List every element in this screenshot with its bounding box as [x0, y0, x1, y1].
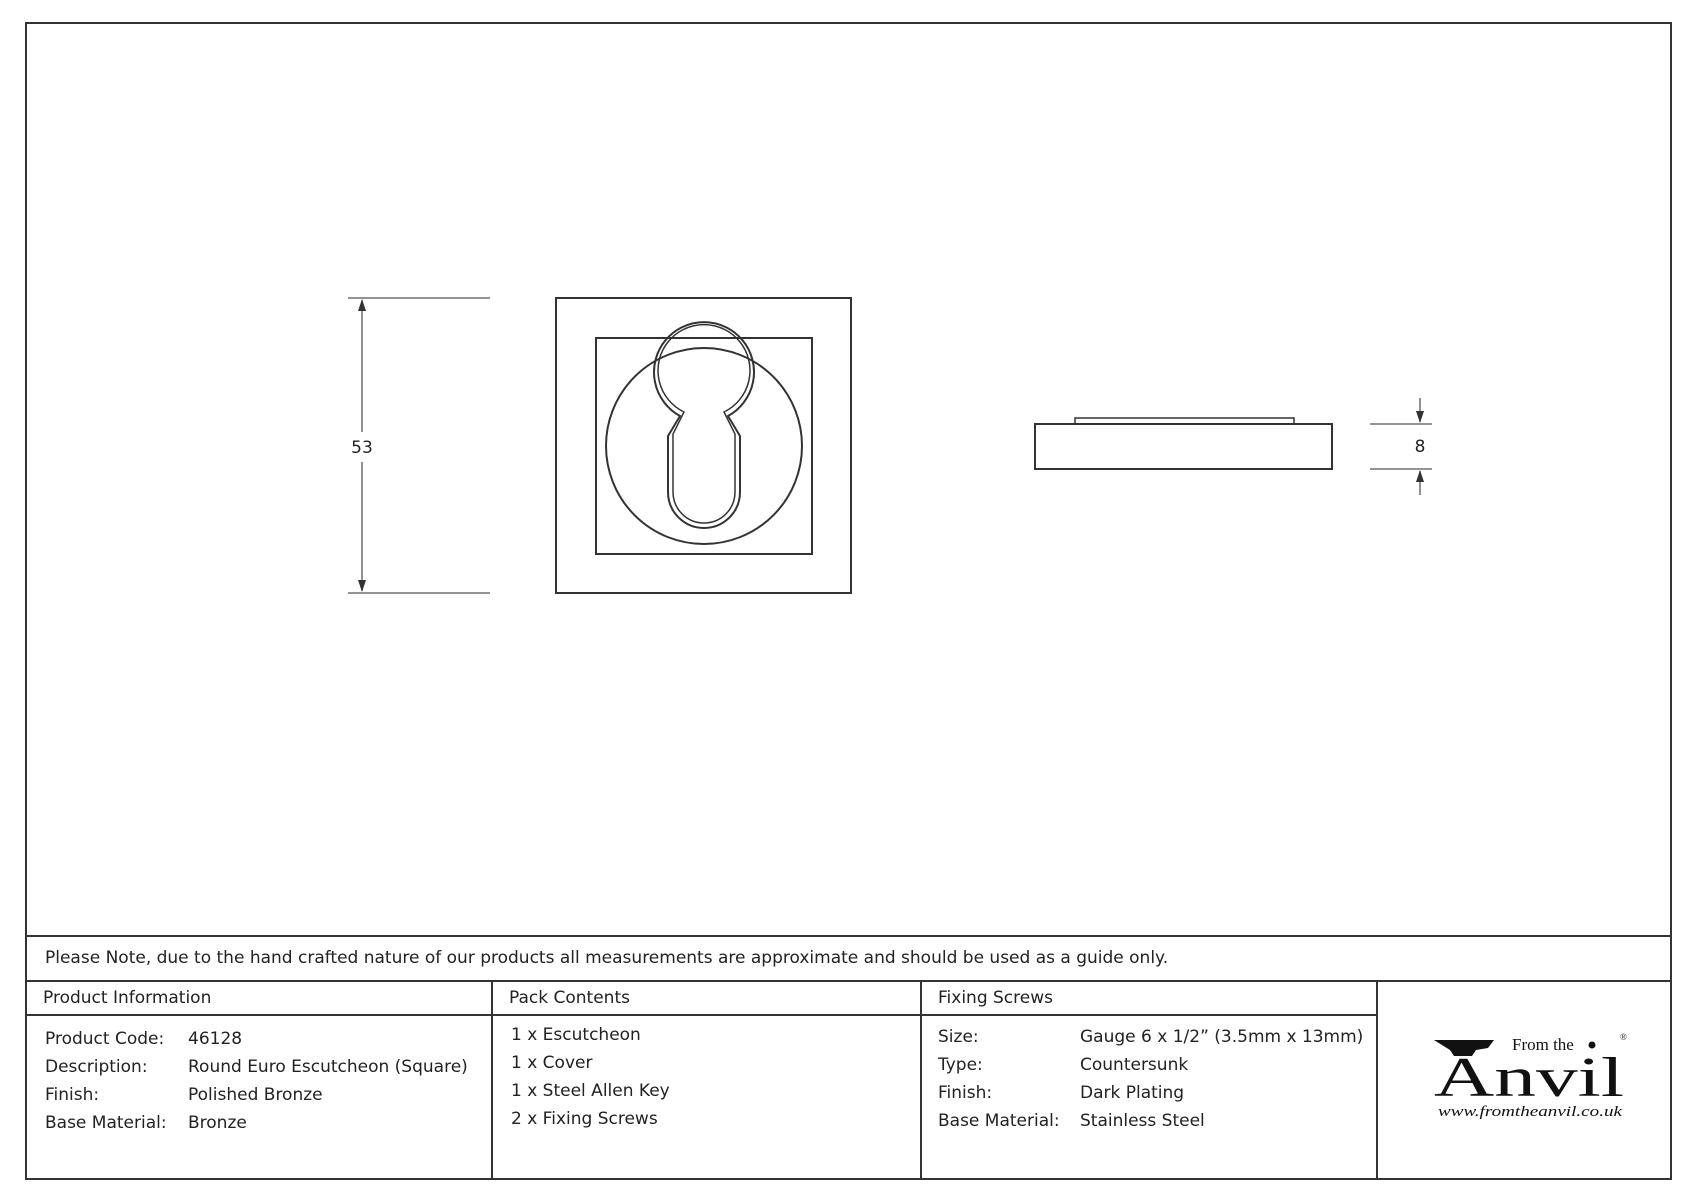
height-dimension-label: 53: [351, 438, 373, 458]
base-material-value: Bronze: [188, 1113, 247, 1133]
description-label: Description:: [45, 1057, 148, 1077]
product-information-section: [25, 982, 492, 1180]
side-view-plate: [1035, 424, 1332, 469]
product-information-title: Product Information: [43, 988, 212, 1008]
note-row: [25, 935, 1672, 982]
pack-contents-title: Pack Contents: [509, 988, 630, 1008]
screw-size-value: Gauge 6 x 1/2” (3.5mm x 13mm): [1080, 1027, 1364, 1047]
screw-finish-label: Finish:: [938, 1083, 993, 1103]
screw-material-label: Base Material:: [938, 1111, 1060, 1131]
logo-url: www.fromtheanvil.co.uk: [1438, 1104, 1623, 1120]
pack-item: 1 x Steel Allen Key: [511, 1081, 670, 1101]
screw-material-value: Stainless Steel: [1080, 1111, 1205, 1131]
screw-type-label: Type:: [938, 1055, 983, 1075]
product-information-header: [25, 982, 492, 1016]
thickness-arrow-top: [1416, 411, 1424, 423]
description-value: Round Euro Escutcheon (Square): [188, 1057, 468, 1077]
fixing-screws-header: [920, 982, 1378, 1016]
pack-item: 2 x Fixing Screws: [511, 1109, 658, 1129]
height-arrow-bottom: [358, 580, 366, 592]
pack-contents-section: [491, 982, 922, 1180]
pack-item: 1 x Cover: [511, 1053, 593, 1073]
euro-keyhole-outline: [654, 322, 754, 528]
fixing-screws-title: Fixing Screws: [938, 988, 1053, 1008]
front-inner-square: [596, 338, 812, 554]
height-arrow-top: [358, 299, 366, 311]
logo-from-the: From the: [1512, 1035, 1574, 1054]
thickness-arrow-bottom: [1416, 470, 1424, 482]
finish-value: Polished Bronze: [188, 1085, 323, 1105]
measurement-note: Please Note, due to the hand crafted nature of our products all measurements are approximate and should be used as a guide only.: [45, 948, 1169, 968]
screw-finish-value: Dark Plating: [1080, 1083, 1185, 1103]
finish-label: Finish:: [45, 1085, 100, 1105]
front-outer-plate: [556, 298, 851, 593]
fixing-screws-section: [920, 982, 1378, 1180]
pack-item: 1 x Escutcheon: [511, 1025, 641, 1045]
front-round-rose: [606, 348, 802, 544]
pack-contents-header: [491, 982, 922, 1016]
product-code-value: 46128: [188, 1029, 243, 1049]
base-material-label: Base Material:: [45, 1113, 167, 1133]
logo-registered: ®: [1620, 1032, 1627, 1042]
screw-type-value: Countersunk: [1080, 1055, 1189, 1075]
product-code-label: Product Code:: [45, 1029, 165, 1049]
logo-brand: Anvil: [1434, 1047, 1624, 1109]
screw-size-label: Size:: [938, 1027, 979, 1047]
thickness-dimension-label: 8: [1414, 437, 1426, 457]
from-the-anvil-logo: [1432, 1028, 1632, 1128]
